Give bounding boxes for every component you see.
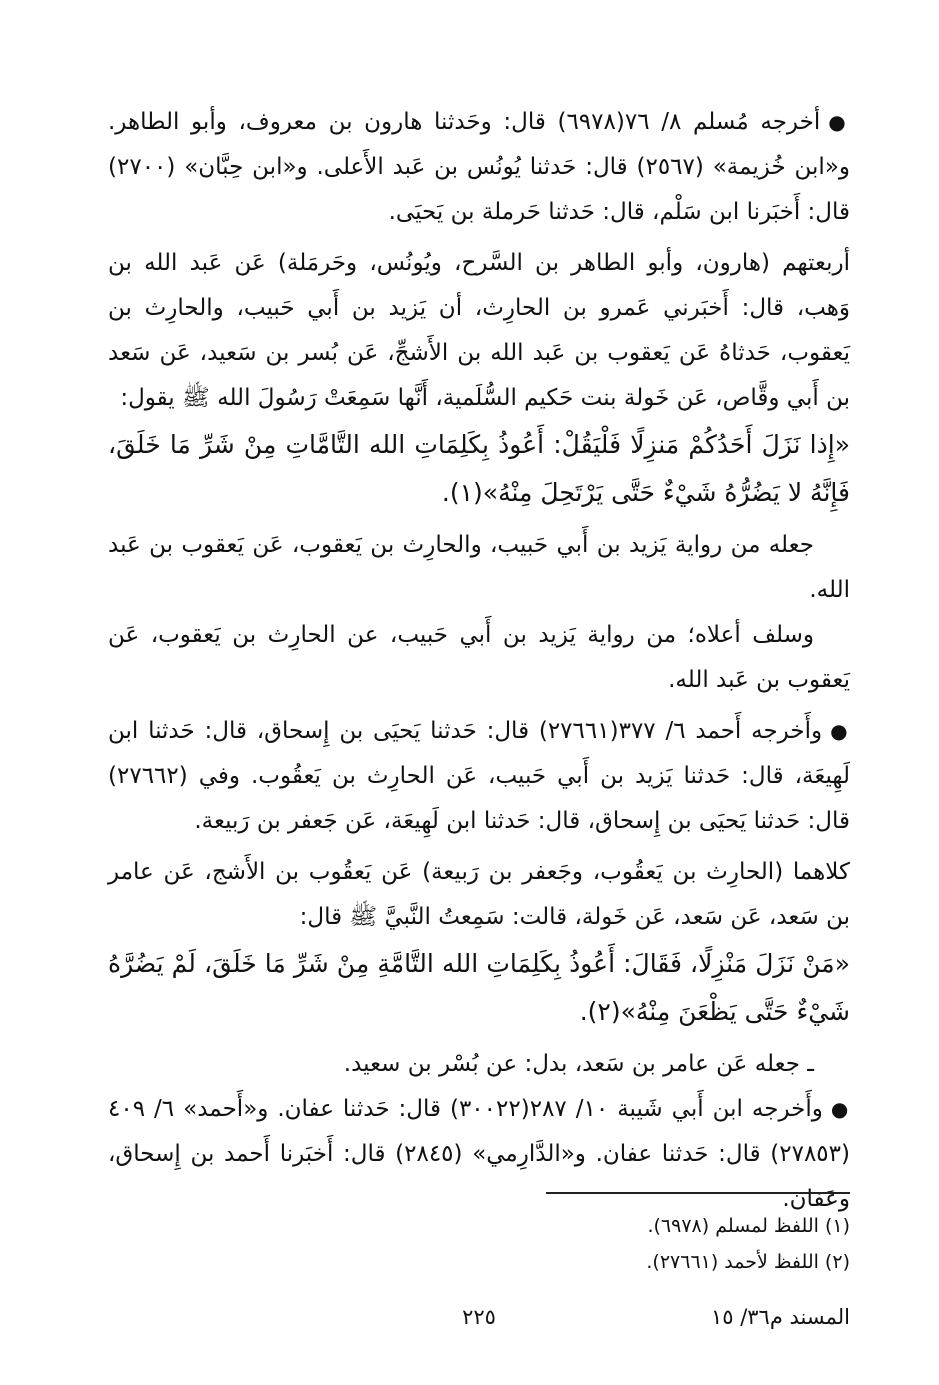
paragraph-1 [108,100,850,235]
paragraph-10 [108,1087,850,1222]
paragraph-7: كلاهما (الحارِث بن يَعقُوب، وجَعفر بن رَبيعة) عَن يَعقُوب بن الأَشج، عَن عامر بن سَعد، عَن سَعد، عَن خَولة، قالت: سَمِعتُ النَّبيَّ ﷺ قال: [108,859,850,930]
page-number: ٢٢٥ [462,1305,496,1329]
bullet-icon: ● [828,110,850,134]
page-footer [108,1300,850,1334]
running-title: المسند م٣٦/ ١٥ [710,1305,850,1329]
paragraph-5: وسلف أعلاه؛ من رواية يَزيد بن أَبي حَبيب، عن الحارِث بن يَعقوب، عَن يَعقوب بن عَبد الله. [108,622,850,693]
bullet-icon: ● [830,1097,850,1121]
paragraph-10-text: وأَخرجه ابن أَبي شَيبة ١٠/ ٢٨٧(٣٠٠٢٢) قال: حَدثنا عفان. و«أَحمد» ٦/ ٤٠٩ (٢٧٨٥٣) قال: حَدثنا عفان. و«الدَّارِمي» (٢٨٤٥) قال: أَخبَرنا أَحمد بن إِسحاق، وعَفان. [108,1096,850,1212]
footnote-1: (١) اللفظ لمسلم (٦٩٧٨). [647,1215,850,1237]
paragraph-9: ـ جعله عَن عامر بن سَعد، بدل: عن بُسْر بن سعيد. [343,1051,814,1077]
paragraph-6-text: وأَخرجه أَحمد ٦/ ٣٧٧(٢٧٦٦١) قال: حَدثنا يَحيَى بن إِسحاق، قال: حَدثنا ابن لَهِيعَة، قال: حَدثنا يَزيد بن أَبي حَبيب، عَن الحارِث بن يَعقُوب. وفي (٢٧٦٦٢) قال: حَدثنا يَحيَى بن إِسحاق، قال: حَدثنا ابن لَهِيعَة، عَن جَعفر بن رَبيعة. [108,718,850,834]
paragraph-2: أربعتهم (هارون، وأبو الطاهر بن السَّرح، ويُونُس، وحَرمَلة) عَن عَبد الله بن وَهب، قال: أَخبَرني عَمرو بن الحارِث، أن يَزيد بن أَبي حَبيب، والحارِث بن يَعقوب، حَدثاهُ عَن يَعقوب بن عَبد الله بن الأَشجِّ، عَن بُسر بن سَعيد، عَن سَعد بن أَبي وقَّاص، عَن خَولة بنت حَكيم السُّلَمية، أَنَّها سَمِعَتْ رَسُولَ الله ﷺ يقول: [108,250,850,411]
hadith-text-1: «إِذا نَزَلَ أَحَدُكُمْ مَنزِلًا فَلْيَقُلْ: أَعُوذُ بِكَلِمَاتِ الله التَّامَّاتِ مِنْ شَرِّ مَا خَلَقَ، فَإِنَّهُ لا يَضُرُّهُ شَيْءٌ حَتَّى يَرْتَحِلَ مِنْهُ»(١). [108,430,850,507]
paragraph-4: جعله من رواية يَزيد بن أَبي حَبيب، والحارِث بن يَعقوب، عَن يَعقوب بن عَبد الله. [108,532,850,603]
paragraph-6 [108,709,850,844]
paragraph-1-text: أخرجه مُسلم ٨/ ٧٦(٦٩٧٨) قال: وحَدثنا هارون بن معروف، وأبو الطاهر. و«ابن خُزيمة» (٢٥٦٧) قال: حَدثنا يُونُس بن عَبد الأَعلى. و«ابن حِبَّان» (٢٧٠٠) قال: أَخبَرنا ابن سَلْم، قال: حَدثنا حَرملة بن يَحيَى. [108,109,850,225]
footnote-2: (٢) اللفظ لأحمد (٢٧٦٦١). [646,1251,850,1273]
bullet-icon: ● [830,719,851,743]
hadith-text-2: «مَنْ نَزَلَ مَنْزِلًا، فَقَالَ: أَعُوذُ بِكَلِمَاتِ الله التَّامَّةِ مِنْ شَرِّ مَا خَلَقَ، لَمْ يَضُرَّهُ شَيْءٌ حَتَّى يَظْعَنَ مِنْهُ»(٢). [108,949,850,1026]
footnotes [108,1208,850,1280]
main-text [108,100,850,1222]
footnote-divider [546,1192,850,1194]
